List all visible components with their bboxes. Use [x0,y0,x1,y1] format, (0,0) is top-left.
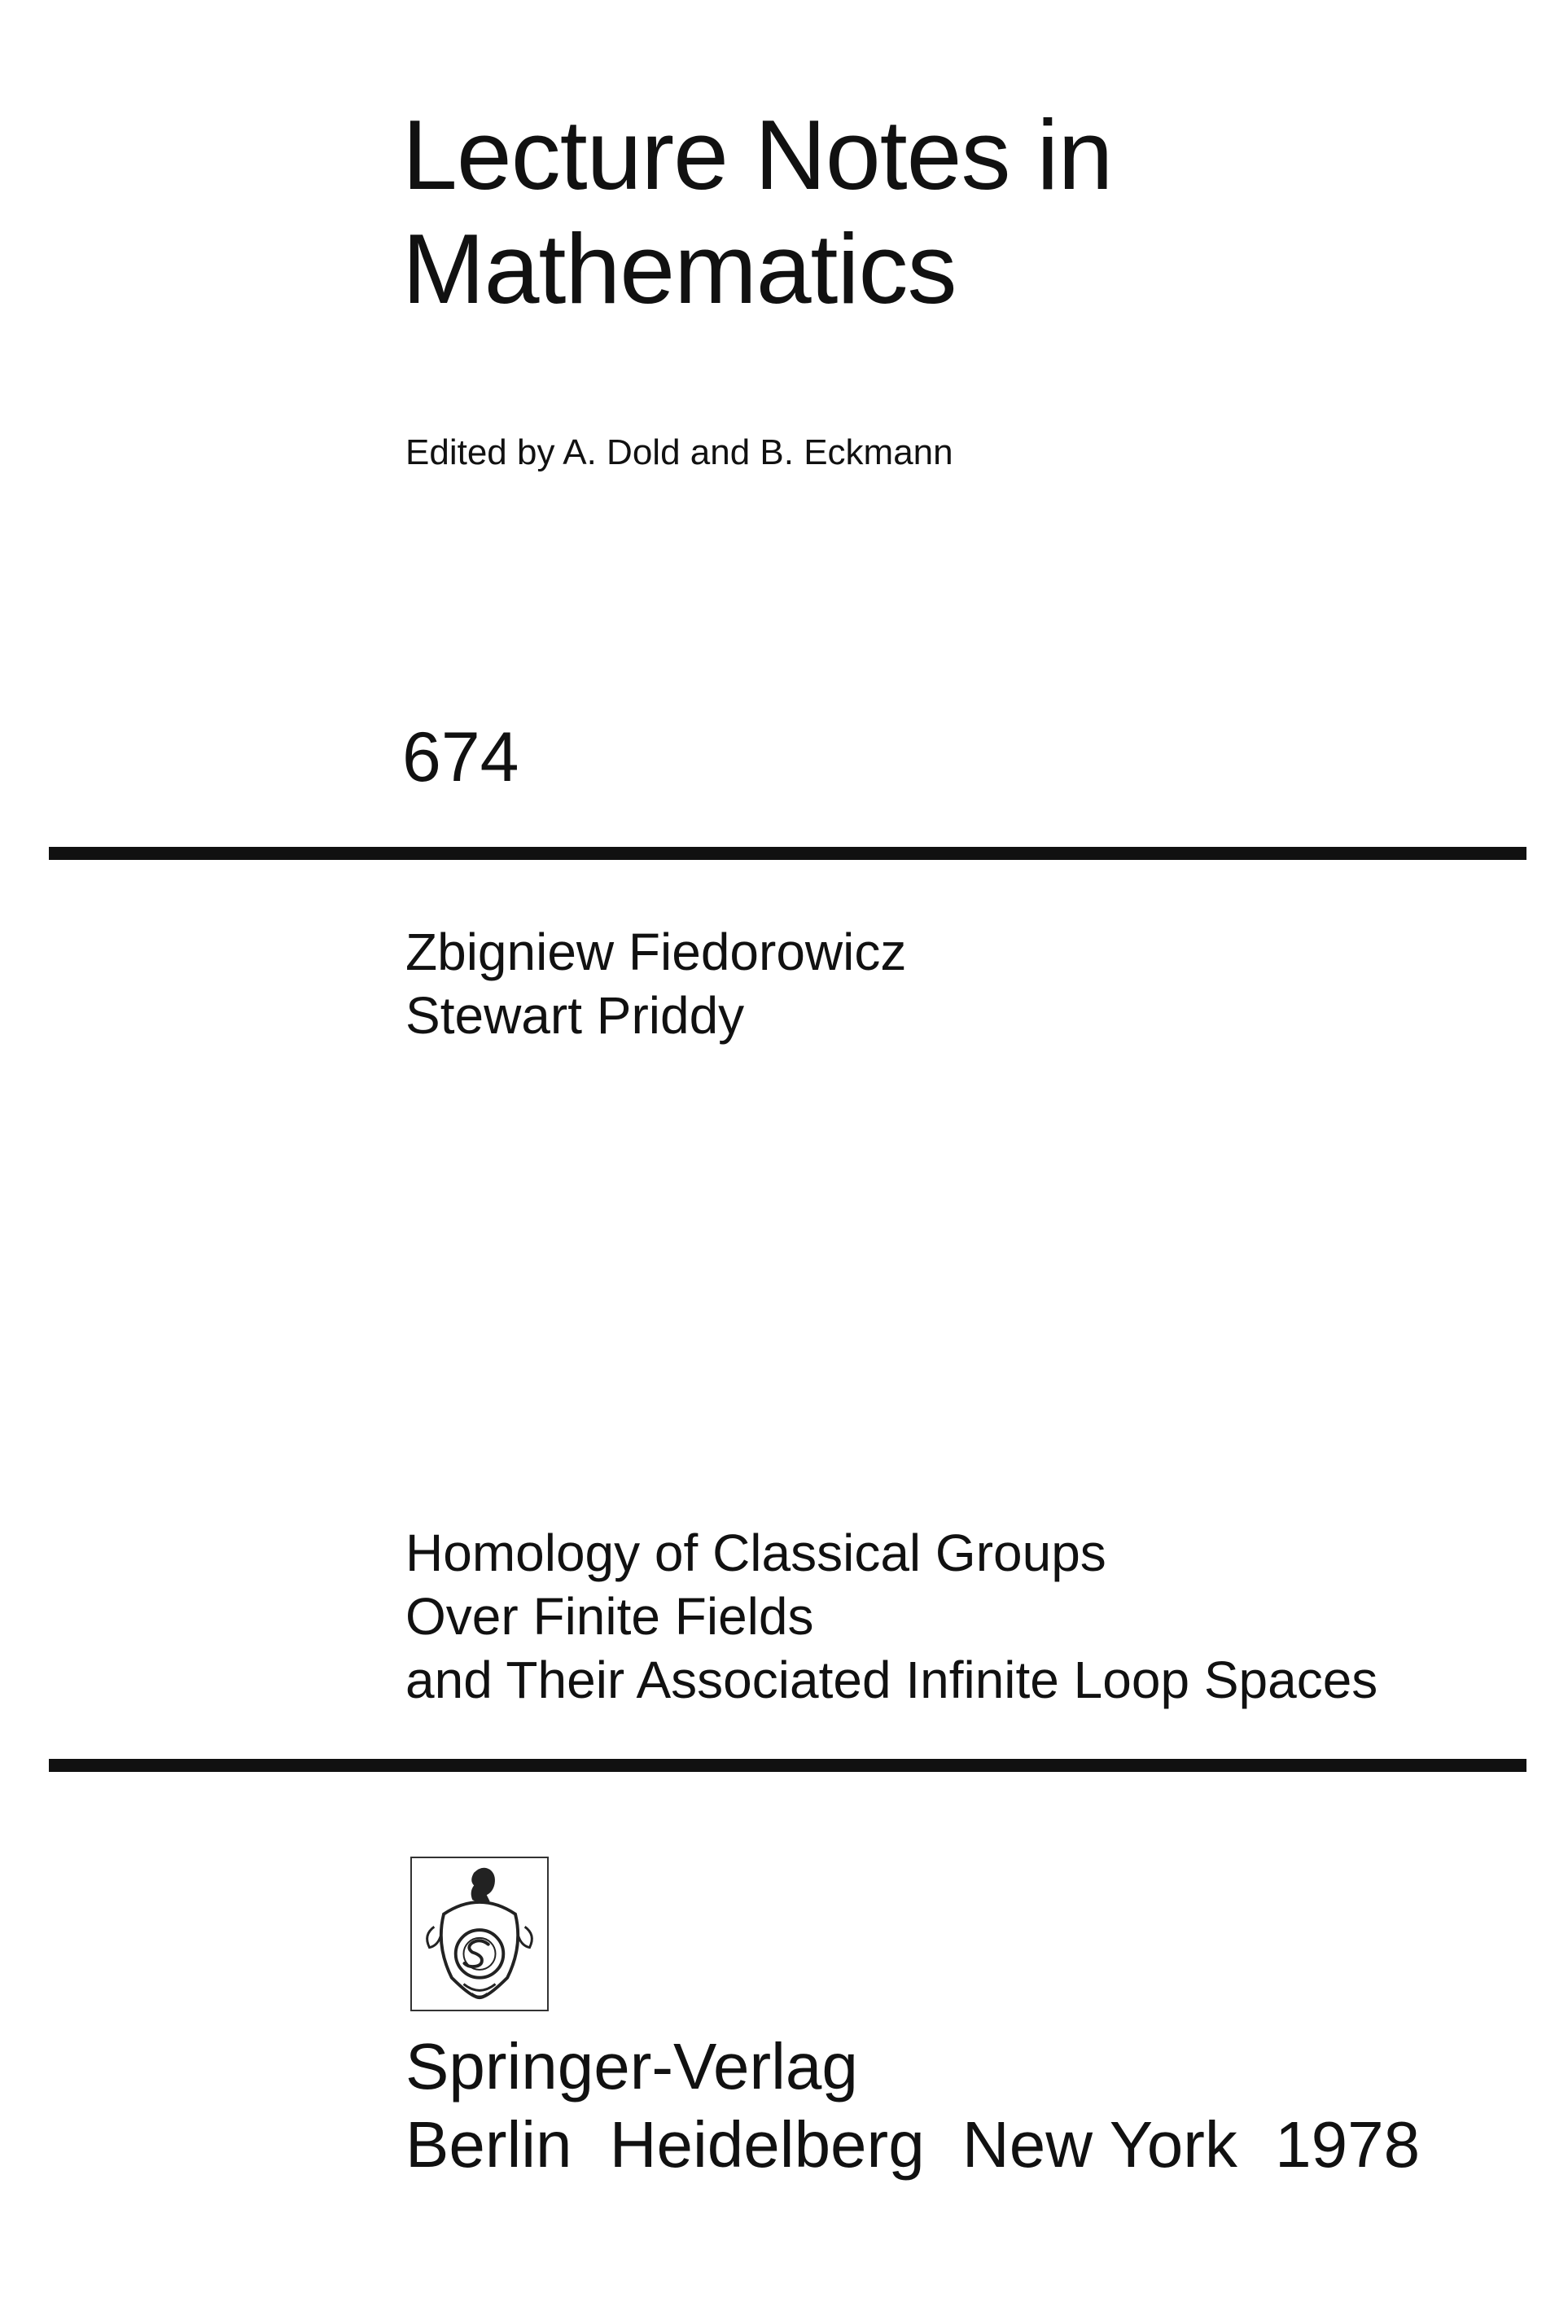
authors [405,920,906,1047]
book-title-line-2: Over Finite Fields [405,1587,814,1646]
publisher-name: Springer-Verlag [405,2030,858,2103]
series-title-line-1: Lecture Notes in [402,99,1113,210]
publisher-imprint [405,2028,1420,2184]
book-title-line-3: and Their Associated Infinite Loop Spaces [405,1651,1378,1709]
book-title-line-1: Homology of Classical Groups [405,1524,1106,1582]
publisher-city-heidelberg: Heidelberg [609,2108,925,2181]
book-title [405,1521,1377,1712]
editors-line: Edited by A. Dold and B. Eckmann [405,432,953,472]
springer-knight-logo-icon [410,1857,549,2011]
publisher-places-year [405,2106,1420,2184]
top-divider [49,847,1526,860]
volume-number: 674 [402,718,519,796]
series-title-line-2: Mathematics [402,213,957,324]
bottom-divider [49,1759,1526,1772]
series-title [402,98,1112,326]
publisher-city-new-york: New York [961,2108,1237,2181]
author-1: Zbigniew Fiedorowicz [405,923,907,981]
author-2: Stewart Priddy [405,986,745,1045]
publication-year: 1978 [1275,2108,1421,2181]
publisher-city-berlin: Berlin [405,2108,572,2181]
